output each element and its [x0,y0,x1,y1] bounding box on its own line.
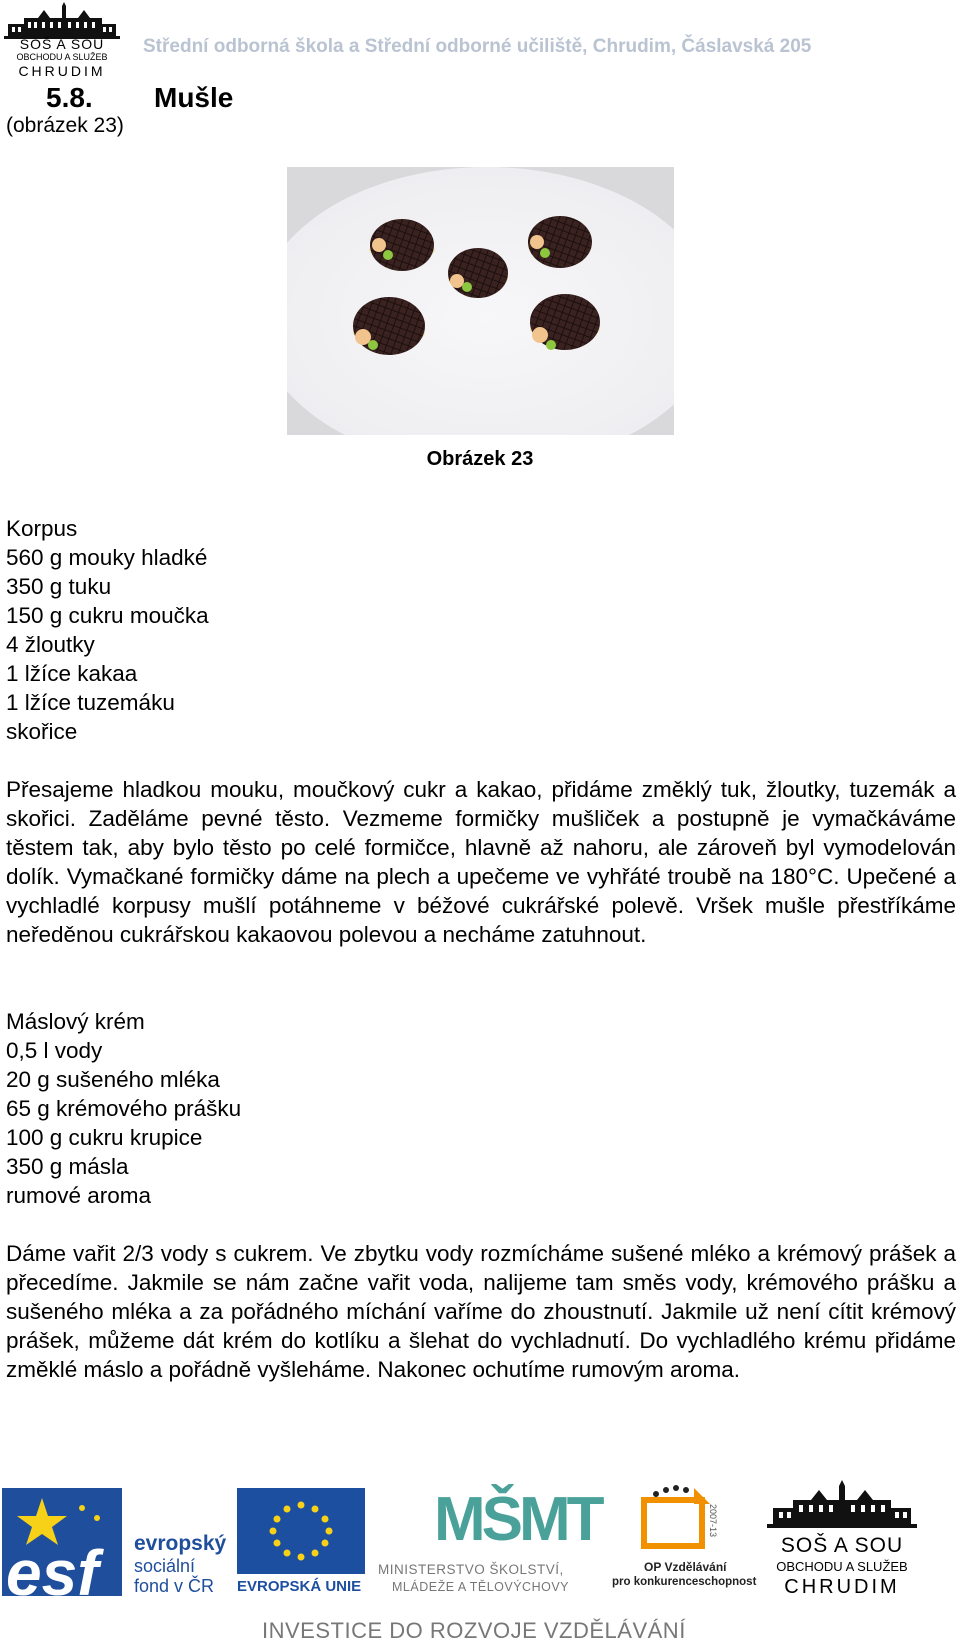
esf-line-2: sociální [134,1556,196,1576]
op-years: 2007-13 [708,1504,718,1538]
footer-slogan: INVESTICE DO ROZVOJE VZDĚLÁVÁNÍ [262,1618,686,1643]
ingredient-line: 150 g cukru moučka [6,603,209,628]
figure-reference: (obrázek 23) [6,114,124,137]
ingredient-line: 0,5 l vody [6,1038,103,1063]
ingredient-line: 560 g mouky hladké [6,545,208,570]
op-line-2: pro konkurenceschopnost [612,1576,757,1588]
korpus-ingredients [6,514,209,746]
esf-line-1: evropský [134,1532,227,1555]
logo-line-2: OBCHODU A SLUŽEB [16,52,108,62]
msmt-line-1: MINISTERSTVO ŠKOLSTVÍ, [378,1562,564,1577]
ingredient-line: skořice [6,719,78,744]
korpus-heading: Korpus [6,516,78,541]
op-line-1: OP Vzdělávání [644,1560,727,1574]
footer-school-logo [767,1480,917,1600]
korpus-method-paragraph: Přesajeme hladkou mouku, moučkový cukr a kakao, přidáme změklý tuk, žloutky, tuzemák a skořici. Zaděláme pevné těsto. Vezmeme formičky mušliček a postupně je vymačkáváme těstem tak, aby bylo těsto po celé formičce, hlavně až nahoru, ale zároveň byl vymodelován dolík. Vymačkané formičky dáme na plech a upečeme ve vyhřáté troubě na 180°C. Upečené a vychladlé korpusy mušlí potáhneme v béžové cukrářské polevě. Vršek mušle přestříkáme neředěnou cukrářskou kakaovou polevou a necháme zatuhnout. [6,777,956,947]
msmt-logo [378,1484,608,1599]
ingredient-line: 350 g tuku [6,574,112,599]
dessert-photo [287,167,674,435]
cream-heading: Máslový krém [6,1009,145,1034]
figure-caption: Obrázek 23 [426,448,534,470]
shell-pastry-3 [448,248,508,298]
eu-label: EVROPSKÁ UNIE [237,1578,362,1595]
ingredient-line: rumové aroma [6,1183,152,1208]
ingredient-line: 350 g másla [6,1154,129,1179]
footer-logo-line-1: SOŠ A SOU [780,1534,904,1557]
shell-pastry-4 [353,297,425,355]
section-number: 5.8. [46,82,93,113]
section-title: Mušle [154,82,234,113]
shell-pastry-5 [530,294,600,350]
ingredient-line: 1 lžíce tuzemáku [6,690,175,715]
msmt-logo-text: MŠMT [434,1485,601,1554]
footer-logo-line-2: OBCHODU A SLUŽEB [776,1559,908,1574]
op-logo [612,1484,757,1599]
shell-pastry-2 [528,216,592,268]
castle-icon [767,1480,917,1532]
logo-line-1: SOŠ A SOU [19,36,105,52]
eu-flag-icon [237,1488,365,1574]
cream-ingredients [6,1007,241,1210]
footer-logo-line-3: CHRUDIM [784,1576,900,1598]
eu-logo [237,1488,369,1596]
ingredient-line: 20 g sušeného mléka [6,1067,220,1092]
ingredient-line: 4 žloutky [6,632,95,657]
esf-line-3: fond v ČR [134,1576,215,1596]
ingredient-line: 100 g cukru krupice [6,1125,203,1150]
ingredient-line: 65 g krémového prášku [6,1096,242,1121]
footer-logos [0,1480,960,1641]
esf-logo [2,1488,232,1609]
school-logo [4,2,120,82]
msmt-line-2: MLÁDEŽE A TĚLOVÝCHOVY [392,1580,569,1594]
esf-logo-text: esf [6,1537,99,1609]
school-name-header: Střední odborná škola a Střední odborné učiliště, Chrudim, Čáslavská 205 [143,36,812,57]
ingredient-line: 1 lžíce kakaa [6,661,138,686]
cream-method-paragraph: Dáme vařit 2/3 vody s cukrem. Ve zbytku vody rozmícháme sušené mléko a krémový prášek a přecedíme. Jakmile se nám začne vařit voda, nalijeme tam směs vody, krémového prášku a sušeného mléka a za pořádného míchání vaříme do zhoustnutí. Jakmile už není cítit krémový prášek, můžeme dát krém do kotlíku a šlehat do vychladnutí. Do vychladlého krému přidáme změklé máslo a pořádně vyšleháme. Nakonec ochutíme rumovým aroma. [6,1241,956,1382]
logo-line-3: CHRUDIM [18,63,106,79]
